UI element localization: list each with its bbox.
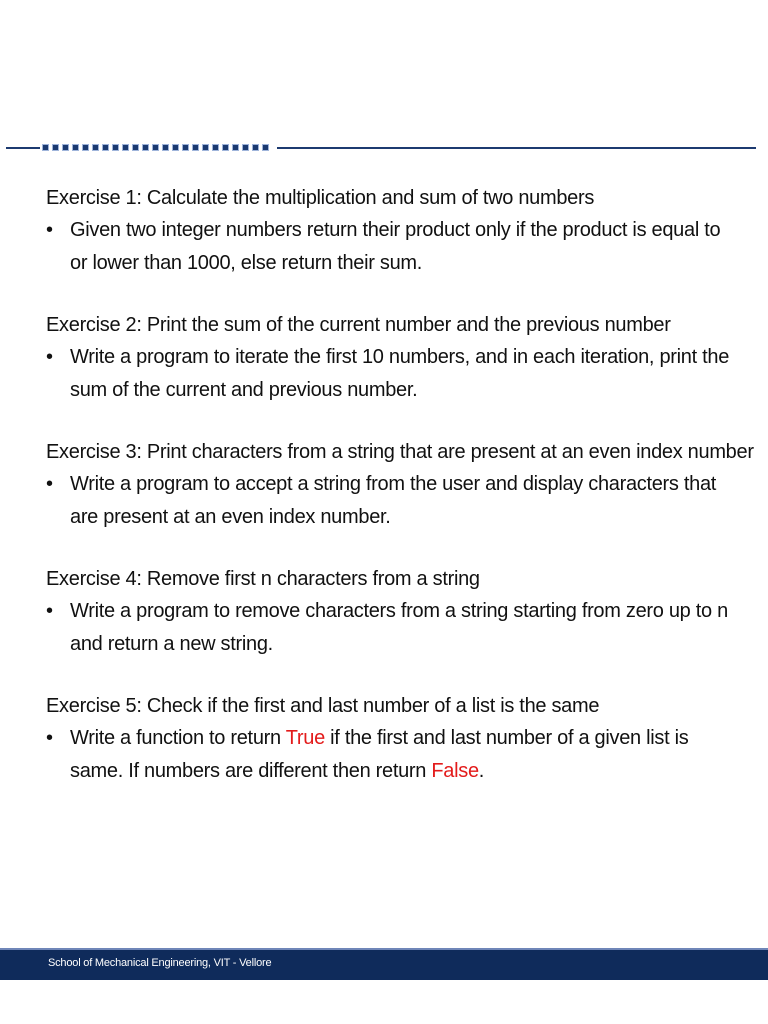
exercise-title: Exercise 4: Remove first n characters from a string	[46, 568, 480, 590]
exercise-4	[46, 563, 736, 661]
exercise-5	[46, 690, 736, 788]
exercise-description-part: Write a function to return	[70, 727, 286, 749]
exercise-2	[46, 309, 736, 407]
exercise-title: Exercise 3: Print characters from a string that are present at an even index number	[46, 441, 754, 463]
exercise-description-part: .	[478, 760, 485, 782]
exercise-bullet	[46, 214, 736, 280]
exercise-description: Write a program to iterate the first 10 numbers, and in each iteration, print the sum of the current and previous number.	[70, 346, 730, 401]
exercise-1	[46, 182, 736, 280]
exercise-description-part: if the first and last number of a given list is same. If numbers are different then return	[70, 727, 689, 782]
header-decorative-rule	[0, 141, 768, 155]
exercise-bullet	[46, 341, 736, 407]
exercise-description: Write a program to remove characters from a string starting from zero up to n and return a new string.	[70, 600, 728, 655]
exercise-bullet	[46, 468, 736, 534]
header-rule-squares	[42, 144, 269, 152]
header-rule-line-right	[277, 147, 756, 149]
footer-text: School of Mechanical Engineering, VIT - Vellore	[48, 957, 272, 969]
keyword-true: True	[285, 727, 325, 749]
exercise-bullet	[46, 722, 736, 788]
exercise-3	[46, 436, 754, 534]
header-rule-line-left	[6, 147, 40, 149]
exercise-description: Write a program to accept a string from the user and display characters that are present at an even index number.	[70, 473, 717, 528]
slide-content	[46, 182, 754, 817]
footer-bar	[0, 948, 768, 980]
exercise-title: Exercise 5: Check if the first and last number of a list is the same	[46, 695, 600, 717]
exercise-title: Exercise 2: Print the sum of the current number and the previous number	[46, 314, 671, 336]
keyword-false: False	[431, 760, 479, 782]
exercise-title: Exercise 1: Calculate the multiplication and sum of two numbers	[46, 187, 595, 209]
exercise-bullet	[46, 595, 736, 661]
exercise-description: Given two integer numbers return their product only if the product is equal to or lower than 1000, else return their sum.	[70, 219, 721, 274]
